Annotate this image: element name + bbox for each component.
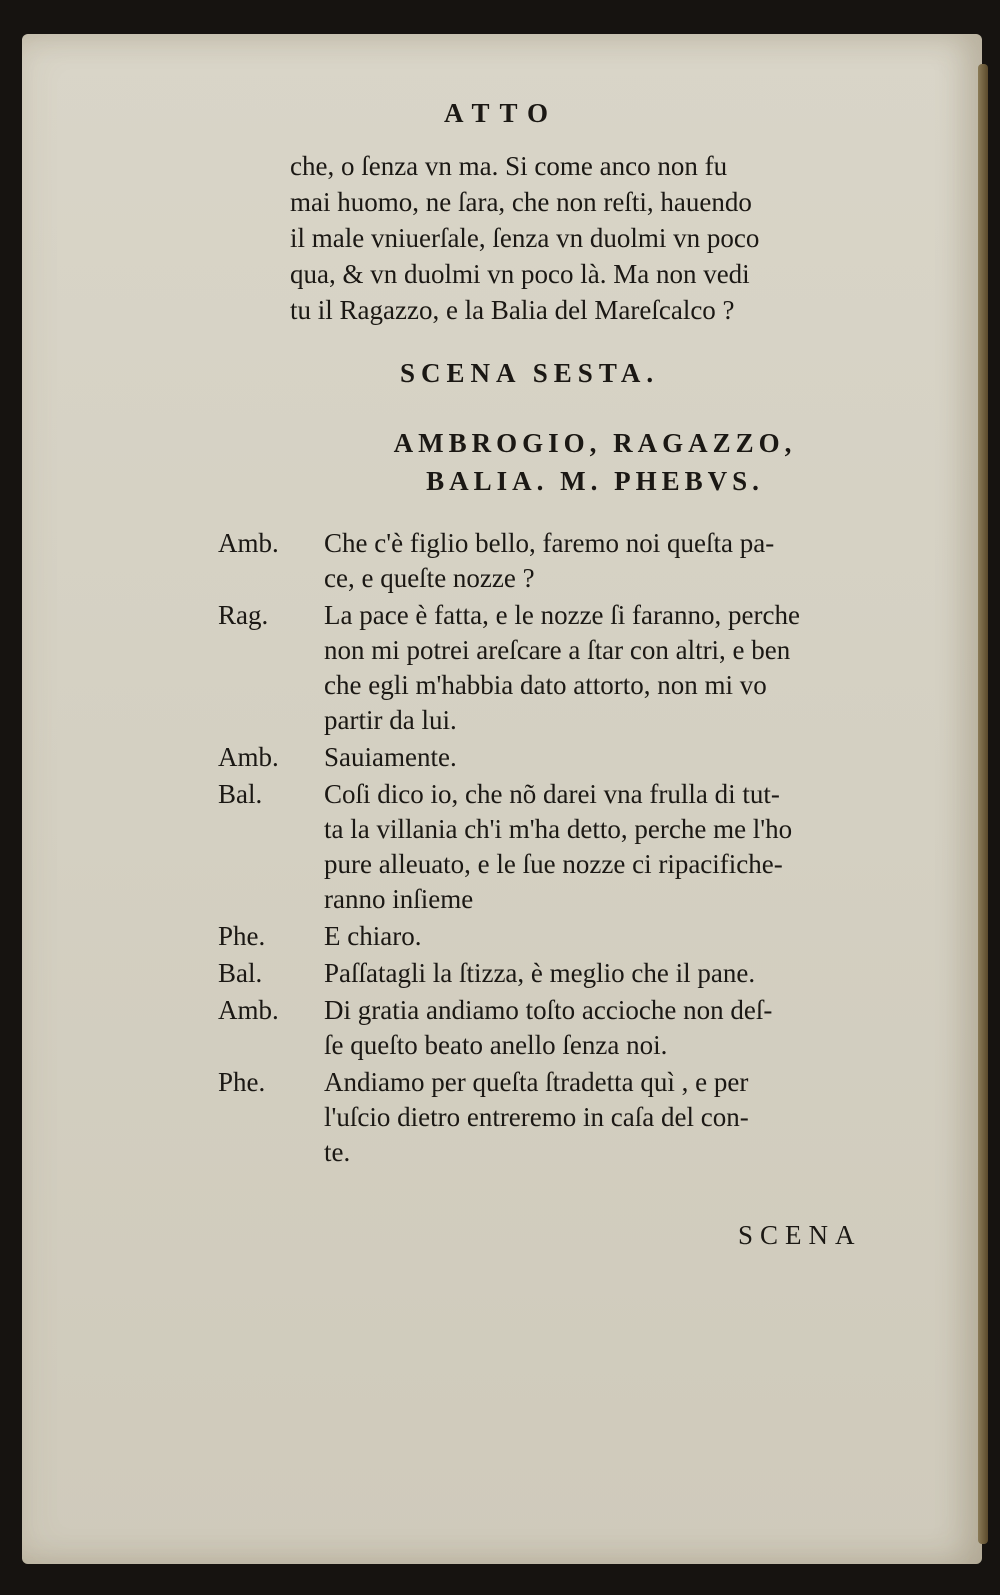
prose-line: tu il Ragazzo, e la Balia del Mareſcalco ? xyxy=(290,295,735,325)
speech-line: Paſſatagli la ſtizza, è meglio che il pane. xyxy=(324,958,756,988)
speech-text xyxy=(324,598,908,738)
speech-text xyxy=(324,993,908,1063)
dialogue-block xyxy=(218,526,908,1172)
catchword: SCENA xyxy=(738,1220,862,1250)
prose-line: che, o ſenza vn ma. Si come anco non fu xyxy=(290,151,728,181)
speech-line: l'uſcio dietro entreremo in caſa del con- xyxy=(324,1102,749,1132)
speech-line: E chiaro. xyxy=(324,921,422,951)
speech-text xyxy=(324,740,908,775)
prose-line: il male vniuerſale, ſenza vn duolmi vn poco xyxy=(290,223,760,253)
speech xyxy=(218,526,908,596)
speech-line: ranno inſieme xyxy=(324,884,474,914)
speech-text xyxy=(324,919,908,954)
speech-line: La pace è fatta, e le nozze ſi faranno, perche xyxy=(324,600,800,630)
speaker-label: Amb. xyxy=(218,528,279,558)
speech-text xyxy=(324,526,908,596)
prose-line: qua, & vn duolmi vn poco là. Ma non vedi xyxy=(290,259,750,289)
speech-line: ſe queſto beato anello ſenza noi. xyxy=(324,1030,668,1060)
speaker-label: Amb. xyxy=(218,995,279,1025)
speech-line: partir da lui. xyxy=(324,705,457,735)
prose-line: mai huomo, ne ſara, che non reſti, hauendo xyxy=(290,187,752,217)
speech-line: ta la villania ch'i m'ha detto, perche me l'ho xyxy=(324,814,793,844)
speech-text xyxy=(324,777,908,917)
speech-line: te. xyxy=(324,1137,351,1167)
page-edge xyxy=(978,64,988,1544)
prose-block xyxy=(290,148,890,328)
cast-line: AMBROGIO, RAGAZZO, xyxy=(393,428,797,458)
speech-line: Coſi dico io, che nõ darei vna frulla di tut- xyxy=(324,779,780,809)
speaker-label: Bal. xyxy=(218,958,263,988)
speech-line: non mi potrei areſcare a ſtar con altri, e ben xyxy=(324,635,791,665)
cast-list xyxy=(290,424,900,500)
speech-line: che egli m'habbia dato attorto, non mi vo xyxy=(324,670,767,700)
speech xyxy=(218,956,908,991)
speech xyxy=(218,740,908,775)
speech xyxy=(218,993,908,1063)
running-head: ATTO xyxy=(444,98,559,128)
speech xyxy=(218,598,908,738)
speech-line: ce, e queſte nozze ? xyxy=(324,563,535,593)
speech-line: Di gratia andiamo toſto accioche non deſ- xyxy=(324,995,773,1025)
speech-line: Sauiamente. xyxy=(324,742,457,772)
speech xyxy=(218,777,908,917)
speaker-label: Phe. xyxy=(218,921,266,951)
speech xyxy=(218,919,908,954)
speech-text xyxy=(324,956,908,991)
speech-text xyxy=(324,1065,908,1170)
speaker-label: Amb. xyxy=(218,742,279,772)
speech xyxy=(218,1065,908,1170)
scene-heading: SCENA SESTA. xyxy=(400,358,660,388)
speaker-label: Bal. xyxy=(218,779,263,809)
speech-line: pure alleuato, e le ſue nozze ci ripacifiche- xyxy=(324,849,783,879)
speech-line: Che c'è figlio bello, faremo noi queſta pa- xyxy=(324,528,775,558)
speaker-label: Phe. xyxy=(218,1067,266,1097)
speech-line: Andiamo per queſta ſtradetta quì , e per xyxy=(324,1067,749,1097)
cast-line: BALIA. M. PHEBVS. xyxy=(426,466,764,496)
speaker-label: Rag. xyxy=(218,600,269,630)
